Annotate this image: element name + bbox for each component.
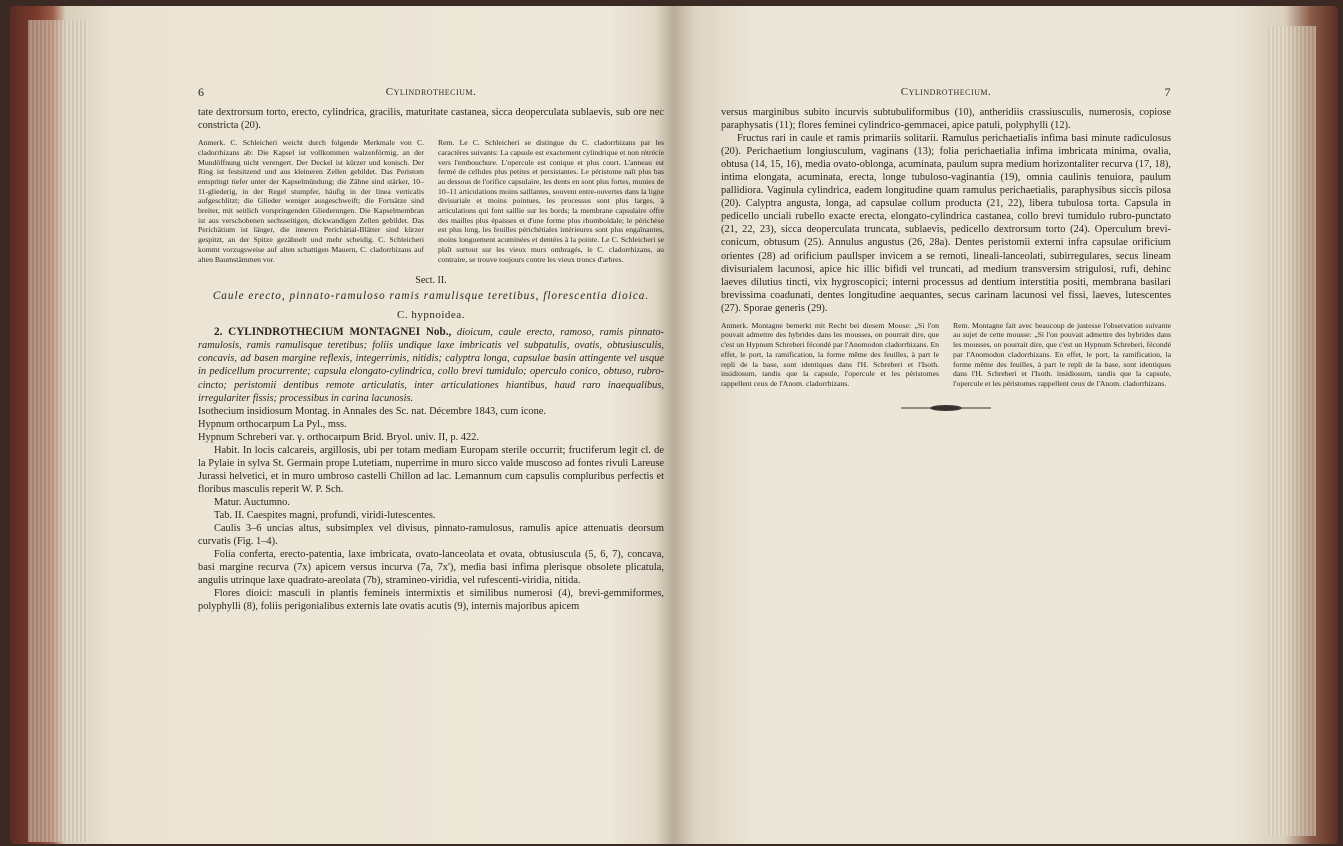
subsection-heading: C. hypnoidea. — [397, 309, 465, 322]
section-diagnosis: Caule erecto, pinnato-ramuloso ramis ramulisque teretibus, florescentia dioica. — [212, 290, 650, 303]
folia-paragraph: Folia conferta, erecto-patentia, laxe imbricata, ovato-lanceolata et ovata, obtusiuscula (5, 6, 7), concava, basi margine recurva (7x) apicem versus incurva (7a, 7x'), media basi infima plerisque obsolete plicatula, angulis utrinque laxe quadrato-areolata (7b), stramineo-viridia, vel rufescenti-viridia, nitida. — [198, 549, 664, 587]
note-french-left: Rem. Le C. Schleicheri se distingue du C. cladorrhizans par les caractères suivants: La capsule est exactement cylindrique et non rétrécie vers l'embouchure. L'opercule est conique et plus court. L'anneau est fermé de cellules plus petites et persistantes. Le péristome naît plus bas au dessous de l'orifice capsulaire, les dents en sont plus fortes, munies de 10–11 articulations moins saillantes, souvent entre-ouvertes dans la ligne divisuriale et moins pointues, les processus sont plus larges, à articulations qui font saillie sur les bords; la membrane capsulaire offre des mailles plus épaisses et d'une forme plus rhomboïdale; le périchèse est plus long, les feuilles périchétiales intérieures sont plus engaînantes, moins longuement acuminées et dentées à la pointe. Le C. Schleicheri se plaît surtout sur les vieux murs ombragés, le C. cladorrhizans, au contraire, se trouve toujours contre les vieux troncs d'arbres. — [438, 138, 664, 264]
synonym: Isothecium insidiosum Montag. in Annales des Sc. nat. Décembre 1843, cum icone. — [198, 405, 547, 417]
note-german-left: Anmerk. C. Schleicheri weicht durch folgende Merkmale von C. cladorrhizans ab: Die Kapsel ist vollkommen walzenförmig, an der Mundöffnung nicht verengert. Der Deckel ist kürzer und konisch. Der Ring ist festsitzend und aus kleineren Zellen gebildet. Das Peristom entspringt tiefer unter der Kapselmündung; die Zähne sind stärker, 10–11-gliederig, in der Regel stumpfer, häufig in der linea verticalis aufgeschlitzt; die Glieder weniger ausgeschweift; die Fortsätze sind breiter, mit seitlich vorspringenden Gliederungen. Die Kapselmembran ist aus verschobenen sechsseitigen, dickwandigen Zellen gebildet. Das Perichätium ist länger, die inneren Perichätial-Blätter sind kürzer gespitzt, an der Spitze gezähnelt und mehr scheidig. C. Schleicheri kommt vorzugsweise auf alten schattigen Mauern, C. cladorrhizans auf alten Baumstämmen vor. — [198, 138, 424, 264]
habitat-paragraph: Habit. In locis calcareis, argillosis, ubi per totam mediam Europam sterile occurrit; fructiferum legit cl. de la Pylaie in sylva St. Germain prope Lutetiam, nuperrime in muro sicco valde muscoso ad fontes rivuli Lareuse Jurassi helvetici, et in muro umbroso castelli Chillon ad lac. Lemannum cum capsulis compluribus perfectis et floribus masculis reperit W. P. Sch. — [198, 444, 664, 495]
synonym: Hypnum Schreberi var. γ. orthocarpum Brid. Bryol. univ. II, p. 422. — [198, 431, 479, 443]
page-number-right: 7 — [1164, 85, 1171, 99]
fructus-paragraph: Fructus rari in caule et ramis primariis solitarii. Ramulus perichaetialis infima basi minute radiculosus (20). Perichaetium longiusculum, vaginans (13); folia perichaetialia infima imbricata minima, ovalia, obtusa (14, 15, 16), media ovato-oblonga, acuminata, paulum supra medium horizontaliter recurva (17, 18), intima elongata, acuminata, erecta, longe tubuloso-vaginantia (19), omnia caulinis tenuiora, paulum pallidiora. Vaginula cylindrica, eadem longitudine quam ramulus perichaetialis, paraphysibus siccis pilosa (20). Calyptra angusta, longa, ad capsulae collum producta (21, 22), libera tubulosa torta. Capsula in pedicello unciali rubello exacte erecta, elongato-cylindrica castanea, collo brevi tumidulo rubro-punctato (21, 22, 23), sicca deoperculata truncata, sublaevis, pedicello dextrorsum torto (24). Operculum brevi-conicum, obtusum (25). Annulus angustus (26, 28a). Dentes peristomii externi infra capsulae orificium orientes (28) ad orificium paullsper invicem a se remoti, lineali-lanceolati, subirregulares, secus lineam divisurialem lacunosi, apice hic illic bifidi vel truncati, ad medium transversim strigulosi, rufi, dehinc laeves dilutius tincti, vix hygroscopici; interni processus ad dentium interstitia positi, membrana basilari brevissima coadunati, dentes longitudine aequantes, secus carinam lacunosi vel fissi, laeves, lutescentes (27). Sporae generis (29). — [721, 133, 1171, 314]
note-french-right: Rem. Montagne fait avec beaucoup de justesse l'observation suivante au sujet de cette mousse: „Si l'on pouvait admettre des hybrides dans les mousses, on pourrait dire, que c'est un Hypnum Schreberi, fécondé par l'Anomodon cladorrhizans. En effet, le port, la ramification, la forme même des feuilles, à part le repli de la base, sont identiques dans l'H. Schreberi et l'Isoth. insidiosum, tandis que la capsule, l'opercule et les péristomes rappellent ceux de l'Anom. cladorrhizans. — [953, 320, 1171, 388]
page-edges-right — [1268, 26, 1316, 836]
left-page — [198, 86, 664, 613]
section-heading: Sect. II. — [415, 275, 447, 287]
running-title-right: Cylindrothecium. — [900, 86, 992, 98]
species-heading: 2. CYLINDROTHECIUM MONTAGNEI Nob., — [214, 326, 452, 339]
note-german-right: Anmerk. Montagne bemerkt mit Recht bei diesem Moose: „Si l'on pouvait admettre des hybrides dans les mousses, on pourrait dire, que c'est un Hypnum Schreberi fécondé par l'Anomodon cladorrhizans. En effet, le port, la ramification, la forme même des feuilles, à part le repli de la base, sont identiques dans l'H. Schreberi et l'Isoth. insidiosum, tandis que la capsule, l'opercule et les péristomes rappellent ceux de l'Anom. cladorrhizans. — [721, 320, 939, 388]
notes-columns-right — [721, 321, 1171, 389]
synonym: Hypnum orthocarpum La Pyl., mss. — [198, 418, 347, 430]
right-running-head — [721, 86, 1171, 106]
notes-columns-left — [198, 138, 664, 264]
continued-text: versus marginibus subito incurvis subtubuliformibus (10), antheridiis crassiusculis, numerosis, copiose paraphysatis (11); flores feminei cylindrico-gemmacei, apice patuli, polyphylli (12). — [721, 107, 1171, 132]
species-entry — [198, 326, 664, 404]
page-edges-left — [28, 20, 88, 842]
ornament-flourish — [896, 403, 996, 413]
caulis-paragraph: Caulis 3–6 uncias altus, subsimplex vel divisus, pinnato-ramulosus, ramulis apice attenuatis deorsum curvatis (Fig. 1–4). — [198, 523, 664, 548]
maturity-paragraph: Matur. Auctumno. — [214, 496, 290, 508]
page-number-left: 6 — [198, 85, 205, 99]
right-page — [721, 86, 1171, 413]
tab-paragraph: Tab. II. Caespites magni, profundi, viridi-lutescentes. — [214, 509, 436, 521]
species-description: dioicum, caule erecto, ramoso, ramis pinnato-ramulosis, ramis ramulisque teretibus; foliis undique laxe imbricatis vel subpatulis, ovatis, obtusiusculis, concavis, ad basen margine reflexis, integerrimis, nitidis; calyptra longa, capsulae basin attingente vel usque in pedicellum procurrente; capsula elongato-cylindrica, collo brevi tumidulo; operculo conico, obtuso, rubro-cincto; peristomii dentibus remote articulatis, inter articulationes hiantibus, haud raro inaequalibus, irregulariter fissis; processibus in carina lacunosis. — [198, 327, 664, 404]
intro-text: tate dextrorsum torto, erecto, cylindrica, gracilis, maturitate castanea, sicca deoperculata sublaevis, sub ore nec constricta (20). — [198, 107, 664, 132]
running-title-left: Cylindrothecium. — [385, 86, 477, 98]
flores-paragraph: Flores dioici: masculi in plantis femineis intermixtis et similibus numerosi (4), brevi-gemmiformes, polyphylli (8), foliis perigonialibus externis late ovatis acutis (9), internis majoribus apicem — [198, 588, 664, 613]
left-running-head — [198, 86, 664, 106]
